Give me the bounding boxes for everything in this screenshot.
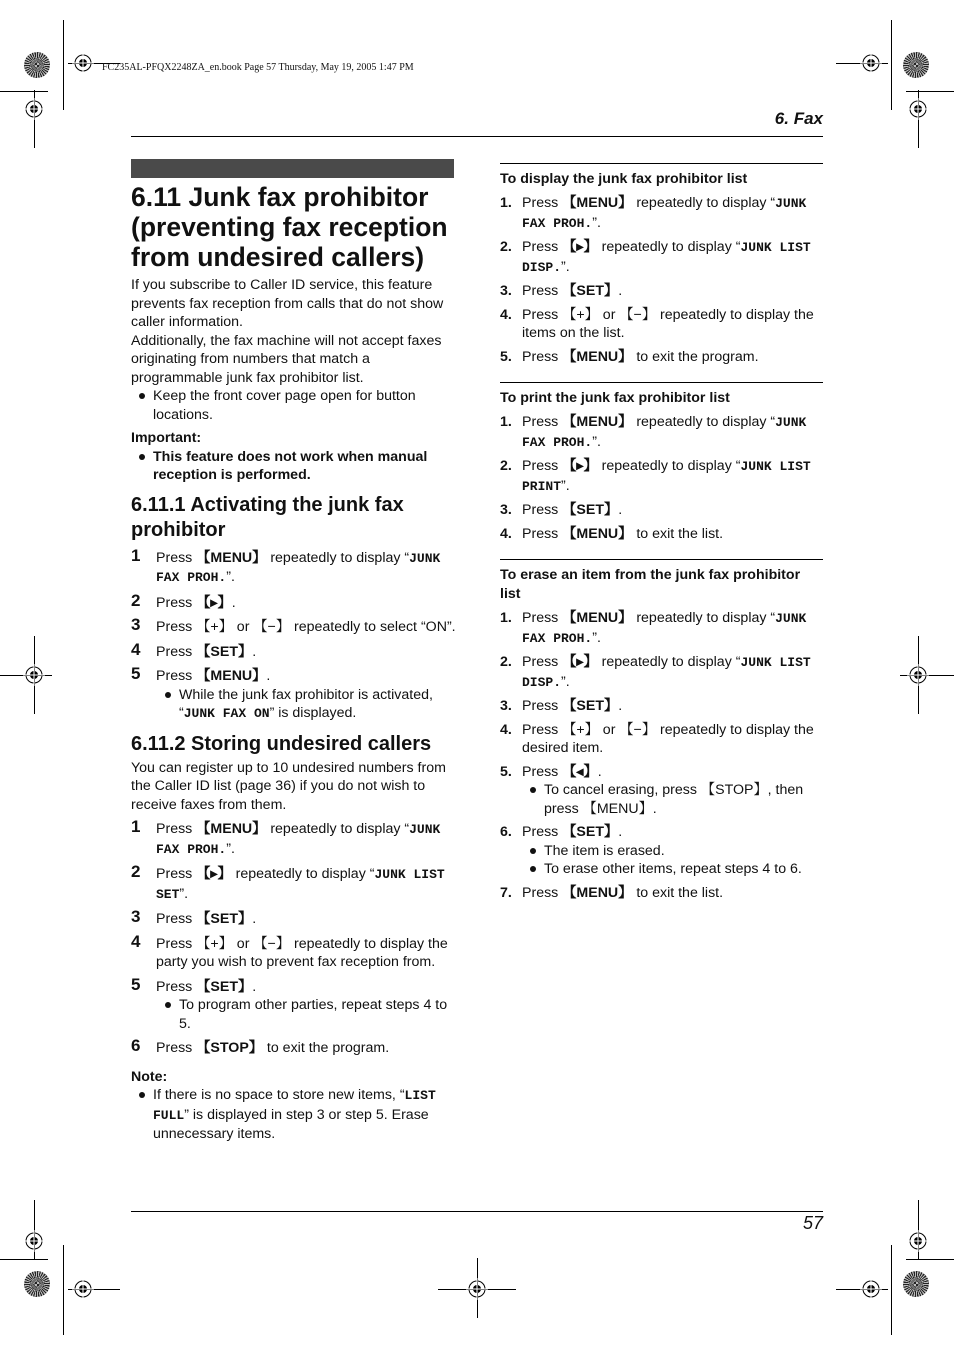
step-item: 3. Press 【SET】. bbox=[500, 698, 623, 714]
subsection-title-print: To print the junk fax prohibitor list bbox=[500, 390, 730, 406]
title-bar bbox=[131, 159, 454, 178]
step-item: 2. Press 【▸】 repeatedly to display “JUNK LIST PRINT”. bbox=[500, 458, 811, 494]
step-item: 5. Press 【◂】. To cancel erasing, press 【STOP】, then press 【MENU】. bbox=[500, 763, 823, 819]
important-bullet: This feature does not work when manual reception is performed. bbox=[131, 448, 456, 485]
registration-rosette bbox=[24, 1271, 50, 1297]
step-item: 1 Press 【MENU】 repeatedly to display “JUNK FAX PROH.”. bbox=[131, 817, 441, 857]
step-item: 4. Press 【MENU】 to exit the list. bbox=[500, 525, 724, 542]
step-item: 3. Press 【SET】. bbox=[500, 502, 623, 518]
registration-target-icon bbox=[860, 52, 882, 74]
registration-rosette bbox=[24, 52, 50, 78]
registration-rosette bbox=[903, 52, 929, 78]
note-label: Note: bbox=[131, 1068, 168, 1085]
registration-target-icon bbox=[907, 1230, 929, 1252]
running-header-section: 6. Fax bbox=[774, 109, 823, 128]
step-note-bullet: To cancel erasing, press 【STOP】, then press 【MENU】. bbox=[522, 781, 823, 818]
step-note-bullet: The item is erased. bbox=[522, 842, 823, 861]
step-item: 5 Press 【SET】. To program other parties, repeat steps 4 to 5. bbox=[131, 978, 456, 1034]
subsection-title-erase: To erase an item from the junk fax prohibitor list bbox=[500, 567, 801, 602]
step-item: 1. Press 【MENU】 repeatedly to display “JUNK FAX PROH.”. bbox=[500, 610, 807, 646]
registration-target-icon bbox=[72, 1278, 94, 1300]
right-column bbox=[500, 163, 823, 902]
step-item: 3 Press 【+】 or 【−】 repeatedly to select “ON”. bbox=[131, 615, 456, 635]
subsection-title-display: To display the junk fax prohibitor list bbox=[500, 171, 748, 187]
crop-mark bbox=[0, 1259, 48, 1260]
step-note-bullet: To erase other items, repeat steps 4 to 6. bbox=[522, 860, 823, 879]
step-note-bullet: While the junk fax prohibitor is activated, “JUNK FAX ON” is displayed. bbox=[156, 686, 456, 724]
section-rule bbox=[500, 382, 823, 383]
step-note-bullet: To program other parties, repeat steps 4 to 5. bbox=[156, 996, 456, 1033]
left-column bbox=[131, 182, 456, 1144]
header-rule bbox=[131, 136, 823, 137]
registration-target-icon bbox=[907, 98, 929, 120]
step-item: 1 Press 【MENU】 repeatedly to display “JUNK FAX PROH.”. bbox=[131, 545, 441, 585]
crop-mark bbox=[63, 1245, 64, 1335]
note-bullet: If there is no space to store new items, “LIST FULL” is displayed in step 3 or step 5. Erase unnecessary items. bbox=[131, 1086, 456, 1144]
intro-bullet: Keep the front cover page open for button locations. bbox=[131, 387, 456, 424]
section-rule bbox=[500, 163, 823, 164]
crop-mark bbox=[0, 91, 48, 92]
page-number: 57 bbox=[802, 1213, 823, 1233]
step-item: 3 Press 【SET】. bbox=[131, 907, 257, 927]
step-item: 4 Press 【SET】. bbox=[131, 639, 257, 660]
crop-mark bbox=[891, 20, 892, 110]
step-item: 2. Press 【▸】 repeatedly to display “JUNK LIST DISP.”. bbox=[500, 239, 811, 275]
step-item: 4. Press 【+】 or 【−】 repeatedly to display the items on the list. bbox=[500, 306, 814, 341]
step-item: 5 Press 【MENU】. While the junk fax prohibitor is activated, “JUNK FAX ON” is displayed. bbox=[131, 667, 456, 724]
step-item: 7. Press 【MENU】 to exit the list. bbox=[500, 884, 724, 901]
step-item: 6 Press 【STOP】 to exit the program. bbox=[131, 1036, 390, 1056]
step-item: 1. Press 【MENU】 repeatedly to display “JUNK FAX PROH.”. bbox=[500, 195, 807, 231]
registration-target-icon bbox=[860, 1278, 882, 1300]
intro-paragraph: Additionally, the fax machine will not accept faxes originating from numbers that match a programmable junk fax prohibitor list. bbox=[131, 332, 442, 386]
step-item: 3. Press 【SET】. bbox=[500, 283, 623, 299]
registration-target-icon bbox=[72, 52, 94, 74]
print-slug: FC235AL-PFQX2248ZA_en.book Page 57 Thursday, May 19, 2005 1:47 PM bbox=[102, 62, 414, 73]
step-item: 4. Press 【+】 or 【−】 repeatedly to display the desired item. bbox=[500, 721, 814, 756]
crop-mark bbox=[906, 1259, 954, 1260]
registration-target-icon bbox=[23, 98, 45, 120]
section-heading-storing: 6.11.2 Storing undesired callers bbox=[131, 732, 432, 755]
footer-rule bbox=[131, 1211, 823, 1212]
registration-target-icon bbox=[466, 1278, 488, 1300]
step-item: 2 Press 【▸】. bbox=[131, 590, 236, 611]
registration-target-icon bbox=[23, 1230, 45, 1252]
registration-target-icon bbox=[23, 664, 45, 686]
step-item: 1. Press 【MENU】 repeatedly to display “JUNK FAX PROH.”. bbox=[500, 414, 807, 450]
step-item: 4 Press 【+】 or 【−】 repeatedly to display the party you wish to prevent fax reception from. bbox=[131, 931, 448, 970]
registration-rosette bbox=[903, 1271, 929, 1297]
section-heading-activating: 6.11.1 Activating the junk fax prohibitor bbox=[131, 493, 404, 541]
step-item: 2 Press 【▸】 repeatedly to display “JUNK LIST SET”. bbox=[131, 862, 445, 902]
registration-target-icon bbox=[907, 664, 929, 686]
intro-paragraph: If you subscribe to Caller ID service, this feature prevents fax reception from calls that do not show caller information. bbox=[131, 277, 444, 330]
section-intro: You can register up to 10 undesired numbers from the Caller ID list (page 36) if you do not wish to receive faxes from them. bbox=[131, 759, 446, 813]
important-label: Important: bbox=[131, 430, 202, 446]
crop-mark bbox=[906, 91, 954, 92]
page-title: 6.11 Junk fax prohibitor (preventing fax reception from undesired callers) bbox=[131, 182, 448, 272]
step-item: 2. Press 【▸】 repeatedly to display “JUNK LIST DISP.”. bbox=[500, 654, 811, 690]
section-rule bbox=[500, 559, 823, 560]
step-item: 5. Press 【MENU】 to exit the program. bbox=[500, 348, 759, 365]
crop-mark bbox=[891, 1245, 892, 1335]
step-item: 6. Press 【SET】. The item is erased. To erase other items, repeat steps 4 to 6. bbox=[500, 823, 823, 879]
crop-mark bbox=[63, 20, 64, 110]
